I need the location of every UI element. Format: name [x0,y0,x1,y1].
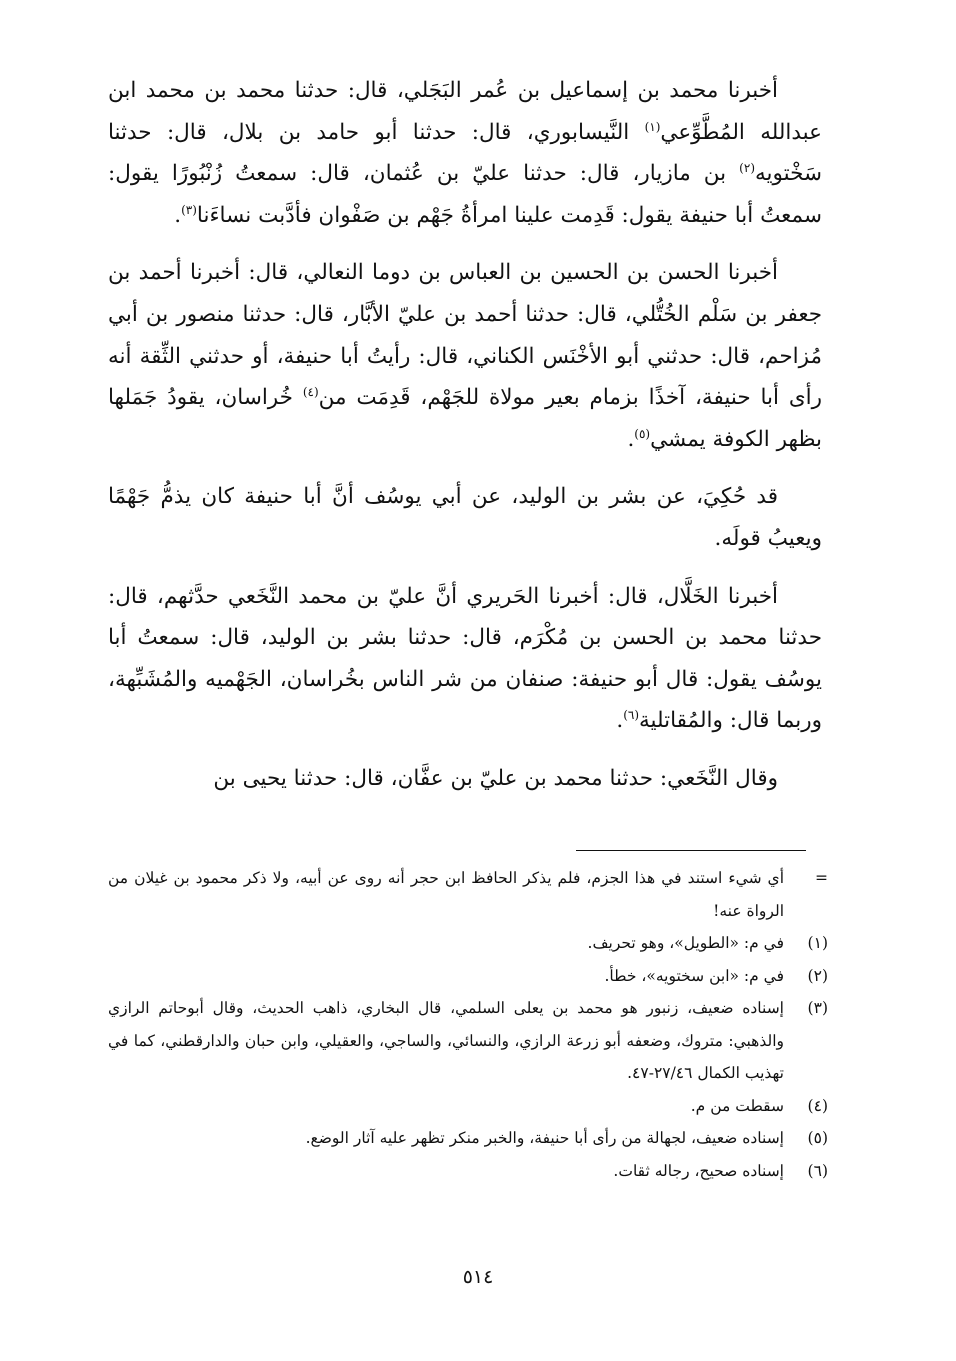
paragraph-text: وقال النَّخَعي: حدثنا محمد بن عليّ بن عفَّان، قال: حدثنا يحيى بن [213,765,778,791]
footnotes [108,862,828,1187]
paragraph-text: قد حُكِيَ، عن بشر بن الوليد، عن أبي يوسُف أنَّ أبا حنيفة كان يذمُّ جَهْمًا ويعيبُ قولَه. [108,484,822,551]
footnote-number: (٣) [807,999,828,1017]
footnote-number: (٢) [807,966,828,985]
paragraph-text: النَّيسابوري، قال: حدثنا أبو حامد بن بلال، قال: حدثنا سَخْتويه [108,119,822,187]
paragraph-5 [108,758,822,800]
footnote-number: (٤) [807,1096,828,1115]
paragraph-text: بن مازيار، قال: حدثنا عليّ بن عُثمان، قال: سمعتُ زُنْبُورًا يقول: سمعتُ أبا حنيفة يقول: قَدِمت علينا امرأةُ جَهْم بن صَفْوان فأدَّبت نساءَنا [108,161,822,228]
footnote-number: = [815,869,828,887]
footnote-ref-3[interactable]: (٣) [181,202,197,217]
footnote-number: (٦) [807,1161,828,1180]
paragraph-text: خُراسان، يقودُ جَمَلها بظهر الكوفة يمشي [108,385,822,452]
footnote-4 [108,1090,828,1123]
footnote-6 [108,1155,828,1188]
footnote-number: (١) [807,934,828,952]
footnote-ref-5[interactable]: (٥) [634,426,651,441]
paragraph-text: أخبرنا الحسن بن الحسين بن العباس بن دوما النعالي، قال: أخبرنا أحمد بن جعفر بن سَلْم الخُتُّلي، قال: حدثنا أحمد بن عليّ الأبَّار، قال: حدثنا منصور بن أبي مُزاحم، قال: حدثني أبو الأخْنَس الكناني، قال: رأيتُ أبا حنيفة، أو حدثني الثِّقة أنه رأى أبا حنيفة، آخذًا بزمام بعير مولاة للجَهْم، قَدِمَت من [108,260,822,411]
page-number: ٥١٤ [462,1266,494,1288]
paragraph-text: أخبرنا الخَلَّال، قال: أخبرنا الحَريري أنَّ عليّ بن محمد النَّخَعي حدَّثهم، قال: حدثنا محمد بن الحسن بن مُكْرَم، قال: حدثنا بشر بن الوليد، قال: سمعتُ أبا يوسُف يقول: قال أبو حنيفة: صنفان من شر الناس بخُراسان، الجَهْميه والمُشَبِّهة، وربما قال: والمُقاتلية [108,583,822,734]
footnote-text: في م: «الطويل»، وهو تحريف. [587,934,784,952]
footnote-text: إسناده ضعيف، زنبور هو محمد بن يعلى السلمي، قال البخاري، ذاهب الحديث، وقال أبوحاتم الرازي والذهبي: متروك، وضعفه أبو زرعة الرازي، والنسائي، والساجي، والعقيلي، وابن حبان والدارقطني، كما في تهذيب الكمال ٢٧/٤٦-٤٧. [108,999,784,1082]
footnote-text: إسناده صحيح، رجاله ثقات. [613,1161,784,1180]
footnote-continued [108,862,828,927]
paragraph-text: . [174,202,182,228]
paragraph-4 [108,576,822,742]
footnote-text: في م: «ابن سختويه»، خطأ. [604,966,784,985]
paragraph-text: . [627,426,635,452]
paragraph-2 [108,252,822,460]
footnote-3 [108,992,828,1090]
footnote-text: سقطت من م. [690,1096,784,1115]
paragraph-text: أخبرنا محمد بن إسماعيل بن عُمر البَجَلي، قال: حدثنا محمد بن محمد ابن عبدالله المُطَّوِّعي [108,78,822,145]
footnote-2 [108,960,828,993]
footnote-ref-4[interactable]: (٤) [302,385,319,399]
footnote-text: أي شيء استند في هذا الجزم، فلم يذكر الحافظ ابن حجر أنه روى عن أبيه، ولا ذكر محمود بن غيلان من الرواة عنه! [108,869,784,920]
footnote-separator [576,850,806,851]
footnote-text: إسناده ضعيف، لجهالة من رأى أبا حنيفة، والخبر منكر تظهر عليه آثار الوضع. [305,1129,784,1147]
footnote-number: (٥) [807,1129,828,1147]
main-text [108,70,822,816]
footnote-5 [108,1122,828,1155]
paragraph-3 [108,476,822,559]
footnote-ref-6[interactable]: (٦) [623,708,640,723]
paragraph-text: . [616,708,624,734]
footnote-1 [108,927,828,960]
paragraph-1 [108,70,822,236]
footnote-ref-2[interactable]: (٢) [739,161,755,176]
footnote-ref-1[interactable]: (١) [644,119,661,134]
